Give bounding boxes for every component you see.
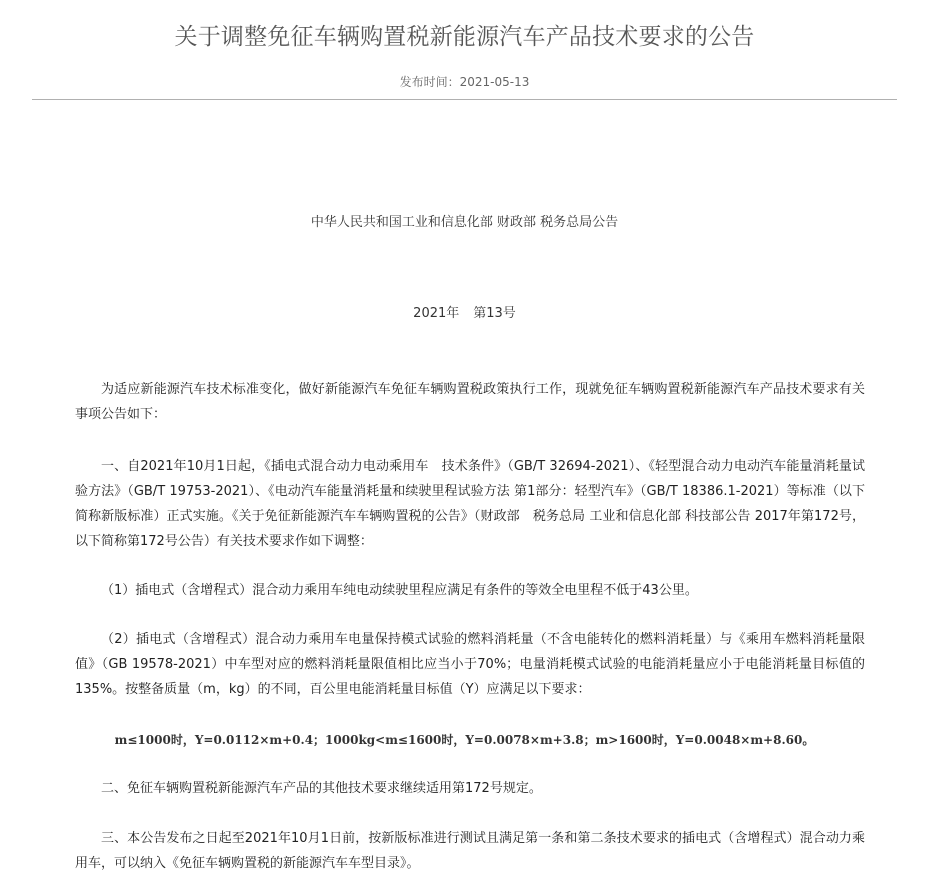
issuer-line: 中华人民共和国工业和信息化部 财政部 税务总局公告 [310,215,619,230]
document-year: 2021年 [413,306,460,321]
section-two-paragraph: 二、免征车辆购置税新能源汽车产品的其他技术要求继续适用第172号规定。 [101,781,542,796]
publish-date-label: 发布时间： [399,75,460,89]
article-title: 关于调整免征车辆购置税新能源汽车产品技术要求的公告 [174,24,755,50]
publish-date-value: 2021-05-13 [459,75,530,89]
item-two-paragraph: （2）插电式（含增程式）混合动力乘用车电量保持模式试验的燃料消耗量（不含电能转化的燃料消耗量）与《乘用车燃料消耗量限值》（GB 19578-2021）中车型对应的燃料消耗量限值相比应当小于70%；电量消耗模式试验的电能消耗量应小于电能消耗量目标值的135%。按整备质量（m，kg）的不同，百公里电能消耗量目标值（Y）应满足以下要求： [75,632,865,697]
publish-date-line [0,73,929,91]
document-number-line [0,304,929,324]
document-number: 第13号 [473,306,516,321]
intro-paragraph: 为适应新能源汽车技术标准变化，做好新能源汽车免征车辆购置税政策执行工作，现就免征车辆购置税新能源汽车产品技术要求有关事项公告如下： [75,382,865,422]
item-one-paragraph: （1）插电式（含增程式）混合动力乘用车纯电动续驶里程应满足有条件的等效全电里程不低于43公里。 [101,583,698,598]
section-three-paragraph: 三、本公告发布之日起至2021年10月1日前，按新版标准进行测试且满足第一条和第二条技术要求的插电式（含增程式）混合动力乘用车，可以纳入《免征车辆购置税的新能源汽车车型目录》。 [75,831,865,871]
energy-consumption-formula: m≤1000时，Y=0.0112×m+0.4；1000kg<m≤1600时，Y=0.0078×m+3.8；m>1600时，Y=0.0048×m+8.60。 [114,733,815,747]
header-divider [32,99,897,100]
section-one-paragraph: 一、自2021年10月1日起，《插电式混合动力电动乘用车 技术条件》（GB/T 32694-2021）、《轻型混合动力电动汽车能量消耗量试验方法》（GB/T 19753-2021）、《电动汽车能量消耗量和续驶里程试验方法 第1部分：轻型汽车》（GB/T 18386.1-2021）等标准（以下简称新版标准）正式实施。《关于免征新能源汽车车辆购置税的公告》（财政部 税务总局 工业和信息化部 科技部公告 2017年第172号，以下简称第172号公告）有关技术要求作如下调整： [75,459,865,549]
